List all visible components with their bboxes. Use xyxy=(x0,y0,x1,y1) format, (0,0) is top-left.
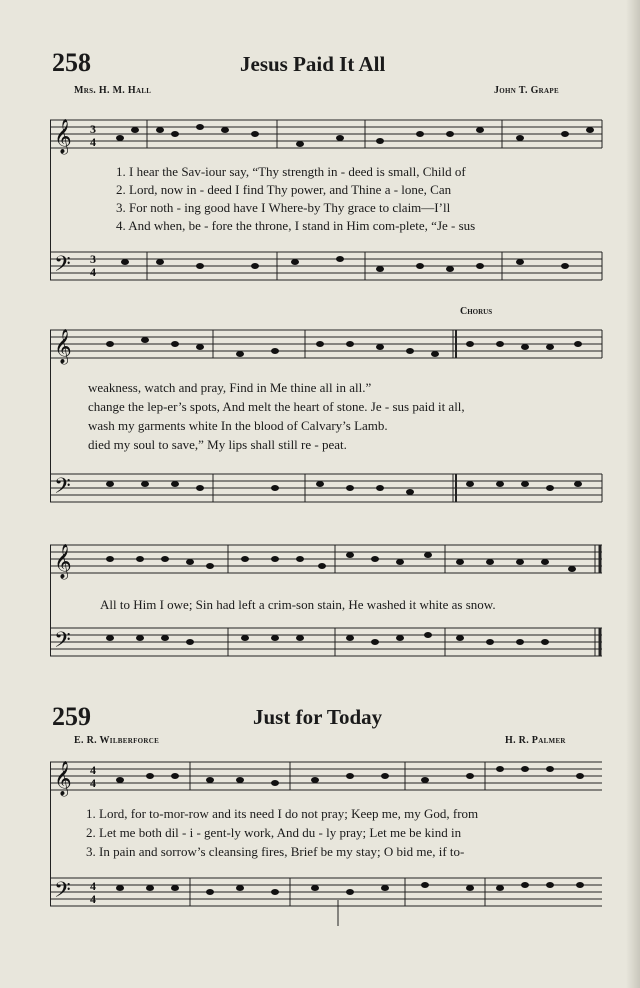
verse-line-2: change the lep-er’s spots, And melt the heart of stone. Je - sus paid it all, xyxy=(88,399,465,414)
verse-line-1: 1. I hear the Sav-iour say, “Thy strength in - deed is small, Child of xyxy=(116,164,466,179)
composer-credit: John T. Grape xyxy=(494,85,559,96)
hymn-title: Jesus Paid It All xyxy=(240,52,386,76)
svg-text:4: 4 xyxy=(90,135,96,149)
svg-text:𝄢: 𝄢 xyxy=(54,252,71,281)
svg-text:𝄢: 𝄢 xyxy=(54,474,71,503)
svg-text:3: 3 xyxy=(90,122,96,136)
verse-line-4: died my soul to save,” My lips shall still re - peat. xyxy=(88,437,347,452)
verse-line-1: 1. Lord, for to-mor-row and its need I do not pray; Keep me, my God, from xyxy=(86,806,479,821)
svg-text:4: 4 xyxy=(90,892,96,906)
verse-line-2: 2. Lord, now in - deed I find Thy power, and Thine a - lone, Can xyxy=(116,182,452,197)
hymn-number: 258 xyxy=(52,48,91,77)
svg-text:𝄢: 𝄢 xyxy=(54,878,71,907)
refrain-line: All to Him I owe; Sin had left a crim-son stain, He washed it white as snow. xyxy=(100,597,496,612)
verse-line-3: 3. For noth - ing good have I Where-by Thy grace to claim—I’ll xyxy=(116,200,451,215)
page-edge xyxy=(626,0,640,988)
chorus-label: Chorus xyxy=(460,306,493,317)
svg-text:𝄞: 𝄞 xyxy=(54,545,72,578)
hymn-title: Just for Today xyxy=(253,705,383,729)
svg-text:𝄞: 𝄞 xyxy=(54,120,72,153)
hymn-number: 259 xyxy=(52,702,91,731)
svg-text:4: 4 xyxy=(90,265,96,279)
verse-line-3: 3. In pain and sorrow’s cleansing fires, Brief be my stay; O bid me, if to- xyxy=(86,844,465,859)
svg-text:4: 4 xyxy=(90,879,96,893)
verse-line-1: weakness, watch and pray, Find in Me thine all in all.” xyxy=(88,380,372,395)
svg-text:𝄢: 𝄢 xyxy=(54,628,71,657)
svg-text:4: 4 xyxy=(90,776,96,790)
svg-text:𝄞: 𝄞 xyxy=(54,762,72,795)
svg-text:𝄞: 𝄞 xyxy=(54,330,72,363)
lyricist-credit: E. R. Wilberforce xyxy=(74,735,160,746)
verse-line-4: 4. And when, be - fore the throne, I stand in Him com-plete, “Je - sus xyxy=(116,218,476,233)
verse-line-3: wash my garments white In the blood of Calvary’s Lamb. xyxy=(88,418,388,433)
composer-credit: H. R. Palmer xyxy=(505,735,566,746)
lyricist-credit: Mrs. H. M. Hall xyxy=(74,85,152,96)
verse-line-2: 2. Let me both dil - i - gent-ly work, And du - ly pray; Let me be kind in xyxy=(86,825,462,840)
svg-text:3: 3 xyxy=(90,252,96,266)
music-system-2 xyxy=(50,316,605,516)
svg-text:4: 4 xyxy=(90,763,96,777)
